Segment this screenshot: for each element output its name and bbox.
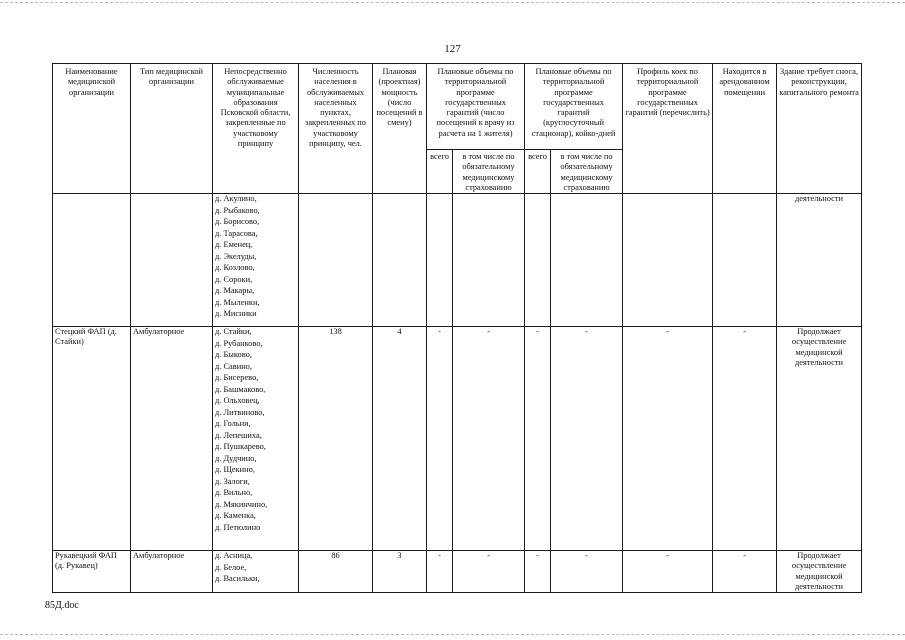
building-status-cell: Продолжает осуществление медицинской деятельности xyxy=(777,551,862,593)
org-name-cell: Рукавецкий ФАП (д. Рукавец) xyxy=(53,551,131,593)
place-item: д. Козлово, xyxy=(215,263,255,273)
outpatient-oms-cell xyxy=(453,194,525,327)
subheader-inpatient-total: всего xyxy=(525,150,551,194)
inpatient-total-cell: - xyxy=(525,551,551,593)
place-item: д. Залоги, xyxy=(215,476,250,486)
place-item: д. Лепешиха, xyxy=(215,430,262,440)
place-item: д. Рыбаково, xyxy=(215,205,260,215)
rented-cell: - xyxy=(713,551,777,593)
place-item: д. Бисерево, xyxy=(215,373,259,383)
scan-edge-bottom xyxy=(0,634,905,635)
place-item: д. Экелуды, xyxy=(215,251,257,261)
outpatient-oms-cell: - xyxy=(453,551,525,593)
header-row xyxy=(53,64,862,150)
org-type-cell: Амбулаторное xyxy=(131,327,213,551)
served-areas-cell xyxy=(213,551,299,593)
outpatient-total-cell: - xyxy=(427,327,453,551)
outpatient-oms-cell: - xyxy=(453,327,525,551)
header-bed-profile: Профиль коек по территориальной программе государственных гарантий (перечислить) xyxy=(623,64,713,194)
header-building-status: Здание требует сноса, реконструкции, капитального ремонта xyxy=(777,64,862,194)
place-item: д. Башмаково, xyxy=(215,384,266,394)
inpatient-total-cell: - xyxy=(525,327,551,551)
place-item: д. Тарасова, xyxy=(215,228,258,238)
bed-profile-cell xyxy=(623,194,713,327)
header-type: Тип медицинской организации xyxy=(131,64,213,194)
place-item: д. Асница, xyxy=(215,551,253,561)
place-item: д. Стайки, xyxy=(215,327,252,337)
place-item: д. Сороки, xyxy=(215,274,253,284)
place-item: д. Каменка, xyxy=(215,511,256,521)
place-item: д. Рубанково, xyxy=(215,338,263,348)
population-cell: 86 xyxy=(299,551,373,593)
rented-cell xyxy=(713,194,777,327)
place-item: д. Гольни, xyxy=(215,419,251,429)
place-item: д. Мякинчино, xyxy=(215,499,268,509)
place-item: д. Ольховец, xyxy=(215,396,260,406)
place-item: д. Быково, xyxy=(215,350,252,360)
bed-profile-cell: - xyxy=(623,327,713,551)
table-row xyxy=(53,327,862,551)
header-planned-capacity: Плановая (проектная) мощность (число посещений в смену) xyxy=(373,64,427,194)
inpatient-oms-cell xyxy=(551,194,623,327)
place-item: д. Пушкарево, xyxy=(215,442,266,452)
place-item: д. Макары, xyxy=(215,286,255,296)
table-row xyxy=(53,194,862,327)
rented-cell: - xyxy=(713,327,777,551)
place-item: д. Мисники xyxy=(215,309,257,319)
header-outpatient-volumes: Плановые объемы по территориальной программе государственных гарантий (число посещений к врачу из расчета на 1 жителя) xyxy=(427,64,525,150)
medical-organizations-table xyxy=(52,63,862,593)
place-item: д. Савино, xyxy=(215,361,252,371)
org-type-cell xyxy=(131,194,213,327)
subheader-outpatient-oms: в том числе по обязательному медицинскому страхованию xyxy=(453,150,525,194)
subheader-outpatient-total: всего xyxy=(427,150,453,194)
org-name-cell xyxy=(53,194,131,327)
footer-filename: 85Д.doc xyxy=(45,600,79,611)
outpatient-total-cell: - xyxy=(427,551,453,593)
place-item: д. Еменец, xyxy=(215,240,253,250)
place-item: д. Белое, xyxy=(215,562,247,572)
place-item: д. Акулино, xyxy=(215,194,257,204)
scan-edge-top xyxy=(0,2,905,3)
outpatient-total-cell xyxy=(427,194,453,327)
place-item: д. Дудчино, xyxy=(215,453,257,463)
place-item: д. Петюлино xyxy=(215,522,261,532)
inpatient-total-cell xyxy=(525,194,551,327)
org-name-cell: Стецкий ФАП (д. Стайки) xyxy=(53,327,131,551)
inpatient-oms-cell: - xyxy=(551,327,623,551)
capacity-cell: 4 xyxy=(373,327,427,551)
capacity-cell: 3 xyxy=(373,551,427,593)
served-areas-cell xyxy=(213,194,299,327)
header-rented: Находится в арендованном помещении xyxy=(713,64,777,194)
subheader-inpatient-oms: в том числе по обязательному медицинскому страхованию xyxy=(551,150,623,194)
place-item: д. Щекино, xyxy=(215,465,255,475)
population-cell: 138 xyxy=(299,327,373,551)
bed-profile-cell: - xyxy=(623,551,713,593)
building-status-cell: деятельности xyxy=(777,194,862,327)
place-item: д. Васильки, xyxy=(215,574,260,584)
page-number: 127 xyxy=(444,43,461,55)
place-item: д. Вильно, xyxy=(215,488,253,498)
header-served-areas: Непосредственно обслуживаемые муниципальные образования Псковской области, закрепленные по участковому принципу xyxy=(213,64,299,194)
building-status-cell: Продолжает осуществление медицинской деятельности xyxy=(777,327,862,551)
place-item: д. Мыленки, xyxy=(215,297,260,307)
header-inpatient-volumes: Плановые объемы по территориальной программе государственных гарантий (круглосуточный стационар), койко-дней xyxy=(525,64,623,150)
place-item: д. Литвиново, xyxy=(215,407,265,417)
population-cell xyxy=(299,194,373,327)
served-areas-cell xyxy=(213,327,299,551)
header-org-name: Наименование медицинской организации xyxy=(53,64,131,194)
capacity-cell xyxy=(373,194,427,327)
inpatient-oms-cell: - xyxy=(551,551,623,593)
table-row xyxy=(53,551,862,593)
header-population: Численность населения в обслуживаемых населенных пунктах, закрепленных по участковому принципу, чел. xyxy=(299,64,373,194)
org-type-cell: Амбулаторное xyxy=(131,551,213,593)
place-item: д. Борисово, xyxy=(215,217,260,227)
